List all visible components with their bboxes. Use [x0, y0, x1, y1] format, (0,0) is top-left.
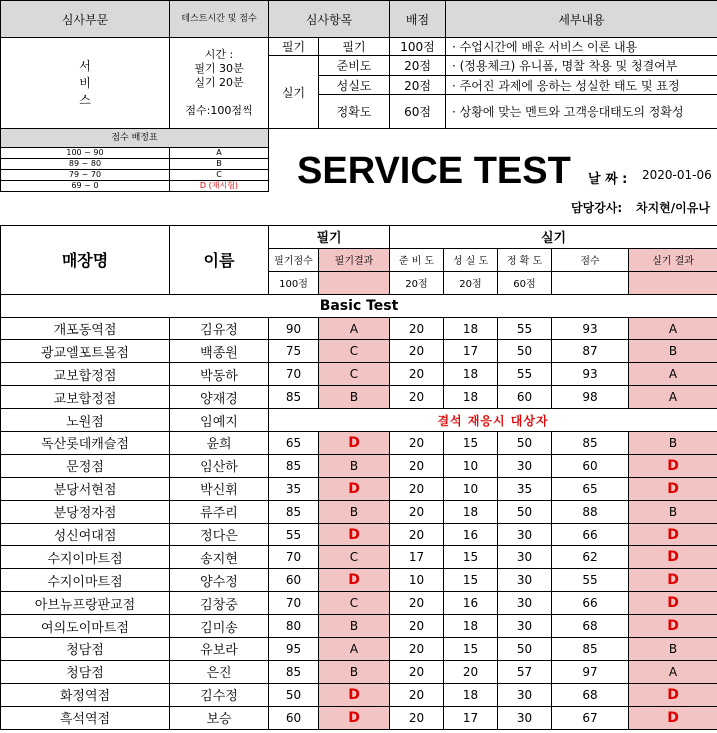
accuracy-cell: 30 [498, 569, 552, 592]
practical-item: 정확도 [319, 95, 390, 129]
practical-points: 20점 [390, 56, 446, 76]
score-scale-title: 점수 배정표 [1, 129, 269, 148]
written-score-cell: 70 [269, 546, 319, 569]
practical-header: 실기 [390, 226, 717, 249]
practical-group: 실기 [269, 56, 319, 129]
written-result-cell: B [319, 615, 390, 638]
accuracy-cell: 50 [498, 638, 552, 661]
pts-sincerity: 20점 [444, 271, 498, 294]
written-result-cell: A [319, 638, 390, 661]
store-cell: 개포동역점 [1, 317, 170, 340]
accuracy-cell: 30 [498, 592, 552, 615]
practical-score-cell: 85 [552, 638, 629, 661]
prep-cell: 10 [390, 569, 444, 592]
sincerity-cell: 20 [444, 660, 498, 683]
score-scale-table [0, 128, 269, 192]
name-cell: 보승 [170, 706, 269, 729]
practical-result-cell: D [629, 569, 717, 592]
name-cell: 박신휘 [170, 477, 269, 500]
scale-range: 69 ~ 0 [1, 181, 170, 192]
written-result-cell: A [319, 317, 390, 340]
practical-points: 60점 [390, 95, 446, 129]
written-result-cell: D [319, 683, 390, 706]
name-header: 이름 [170, 226, 269, 295]
written-result-cell: B [319, 500, 390, 523]
store-cell: 흑석역점 [1, 706, 170, 729]
sincerity-cell: 18 [444, 317, 498, 340]
sincerity-cell: 18 [444, 500, 498, 523]
written-result-cell: D [319, 706, 390, 729]
store-cell: 수지이마트점 [1, 546, 170, 569]
written-score-cell: 70 [269, 363, 319, 386]
accuracy-cell: 30 [498, 523, 552, 546]
sincerity-cell: 18 [444, 386, 498, 409]
name-cell: 양수정 [170, 569, 269, 592]
accuracy-cell: 50 [498, 500, 552, 523]
practical-result-cell: B [629, 340, 717, 363]
practical-score-cell: 65 [552, 477, 629, 500]
accuracy-cell: 50 [498, 340, 552, 363]
written-score-cell: 85 [269, 454, 319, 477]
name-cell: 정다은 [170, 523, 269, 546]
prep-cell: 20 [390, 340, 444, 363]
table-row [1, 477, 717, 500]
practical-score-cell: 68 [552, 683, 629, 706]
name-cell: 김수정 [170, 683, 269, 706]
practical-result-cell: A [629, 660, 717, 683]
store-cell: 여의도이마트점 [1, 615, 170, 638]
table-row [1, 500, 717, 523]
store-cell: 수지이마트점 [1, 569, 170, 592]
teacher-value: 차지현/이유나 [636, 201, 710, 215]
points-header: 배점 [390, 1, 446, 38]
practical-result-cell: A [629, 386, 717, 409]
criteria-table [0, 0, 717, 129]
table-row [1, 546, 717, 569]
written-points: 100점 [390, 38, 446, 56]
written-result-cell: B [319, 660, 390, 683]
accuracy-cell: 55 [498, 363, 552, 386]
name-cell: 박동하 [170, 363, 269, 386]
practical-score-cell: 68 [552, 615, 629, 638]
sincerity-cell: 15 [444, 569, 498, 592]
col-prep: 준 비 도 [390, 248, 444, 271]
sincerity-cell: 18 [444, 615, 498, 638]
name-cell: 윤희 [170, 432, 269, 455]
practical-result-cell: A [629, 317, 717, 340]
col-sincerity: 성 실 도 [444, 248, 498, 271]
practical-score-cell: 87 [552, 340, 629, 363]
prep-cell: 20 [390, 683, 444, 706]
store-cell: 광교엘포트몰점 [1, 340, 170, 363]
accuracy-cell: 35 [498, 477, 552, 500]
teacher-label: 담당강사: [571, 201, 623, 215]
table-row [1, 592, 717, 615]
accuracy-cell: 55 [498, 317, 552, 340]
pts-written-result [319, 271, 390, 294]
table-row [1, 660, 717, 683]
written-detail: · 수업시간에 배운 서비스 이론 내용 [446, 38, 717, 56]
practical-score-cell: 98 [552, 386, 629, 409]
written-score-cell: 85 [269, 386, 319, 409]
category-service: 서 비 스 [1, 38, 170, 129]
accuracy-cell: 30 [498, 683, 552, 706]
written-result-cell: C [319, 546, 390, 569]
test-time-header: 테스트시간 및 점수 [170, 1, 269, 38]
practical-score-cell: 66 [552, 592, 629, 615]
practical-score-cell: 66 [552, 523, 629, 546]
name-cell: 김유정 [170, 317, 269, 340]
written-score-cell: 50 [269, 683, 319, 706]
table-row [1, 340, 717, 363]
practical-result-cell: B [629, 638, 717, 661]
name-cell: 송지현 [170, 546, 269, 569]
store-cell: 분당정자점 [1, 500, 170, 523]
name-cell: 백종원 [170, 340, 269, 363]
name-cell: 임산하 [170, 454, 269, 477]
prep-cell: 20 [390, 317, 444, 340]
prep-cell: 20 [390, 386, 444, 409]
table-row [1, 454, 717, 477]
table-row [1, 363, 717, 386]
name-cell: 김미송 [170, 615, 269, 638]
practical-result-cell: D [629, 546, 717, 569]
practical-score-cell: 60 [552, 454, 629, 477]
prep-cell: 20 [390, 638, 444, 661]
written-result-cell: D [319, 523, 390, 546]
written-score-cell: 90 [269, 317, 319, 340]
practical-result-cell: D [629, 706, 717, 729]
accuracy-cell: 57 [498, 660, 552, 683]
page-title: SERVICE TEST [297, 150, 571, 192]
practical-score-cell: 55 [552, 569, 629, 592]
written-result-cell: D [319, 432, 390, 455]
practical-points: 20점 [390, 76, 446, 95]
practical-score-cell: 97 [552, 660, 629, 683]
prep-cell: 20 [390, 615, 444, 638]
sincerity-cell: 17 [444, 706, 498, 729]
prep-cell: 20 [390, 592, 444, 615]
written-score-cell: 85 [269, 500, 319, 523]
accuracy-cell: 30 [498, 615, 552, 638]
practical-score-cell: 88 [552, 500, 629, 523]
table-row [1, 386, 717, 409]
absent-note: 결석 재응시 대상자 [269, 409, 717, 432]
practical-result-cell: D [629, 477, 717, 500]
pts-practical-result [629, 271, 717, 294]
sincerity-cell: 16 [444, 523, 498, 546]
table-row [1, 638, 717, 661]
sincerity-cell: 10 [444, 454, 498, 477]
practical-score-cell: 67 [552, 706, 629, 729]
practical-result-cell: D [629, 454, 717, 477]
scale-range: 79 ~ 70 [1, 170, 170, 181]
col-written-result: 필기결과 [319, 248, 390, 271]
written-result-cell: C [319, 340, 390, 363]
scale-grade: B [170, 159, 269, 170]
pts-score [552, 271, 629, 294]
written-score-cell: 75 [269, 340, 319, 363]
name-cell: 류주리 [170, 500, 269, 523]
score-table [0, 225, 717, 730]
prep-cell: 17 [390, 546, 444, 569]
prep-cell: 20 [390, 660, 444, 683]
prep-cell: 20 [390, 500, 444, 523]
prep-cell: 20 [390, 454, 444, 477]
prep-cell: 20 [390, 477, 444, 500]
pts-prep: 20점 [390, 271, 444, 294]
category-header: 심사부문 [1, 1, 170, 38]
prep-cell: 20 [390, 523, 444, 546]
accuracy-cell: 30 [498, 706, 552, 729]
prep-cell: 20 [390, 363, 444, 386]
written-score-cell: 85 [269, 660, 319, 683]
store-cell: 청담점 [1, 638, 170, 661]
store-header: 매장명 [1, 226, 170, 295]
store-cell: 청담점 [1, 660, 170, 683]
table-row [1, 523, 717, 546]
practical-result-cell: D [629, 592, 717, 615]
written-score-cell: 80 [269, 615, 319, 638]
written-result-cell: C [319, 363, 390, 386]
name-cell: 임예지 [170, 409, 269, 432]
name-cell: 양재경 [170, 386, 269, 409]
pts-written: 100점 [269, 271, 319, 294]
written-header: 필기 [269, 226, 390, 249]
store-cell: 화정역점 [1, 683, 170, 706]
written-result-cell: D [319, 477, 390, 500]
practical-detail: · 주어진 과제에 응하는 성실한 태도 및 표정 [446, 76, 717, 95]
practical-result-cell: B [629, 432, 717, 455]
written-score-cell: 65 [269, 432, 319, 455]
sincerity-cell: 15 [444, 546, 498, 569]
written-score-cell: 60 [269, 706, 319, 729]
scale-range: 100 ~ 90 [1, 148, 170, 159]
table-row [1, 432, 717, 455]
written-result-cell: D [319, 569, 390, 592]
table-row [1, 706, 717, 729]
table-row [1, 409, 717, 432]
test-time-info: 시간 : 필기 30분 실기 20분 점수:100점씩 [170, 38, 269, 129]
col-written-score: 필기점수 [269, 248, 319, 271]
sincerity-cell: 17 [444, 340, 498, 363]
date-value: 2020-01-06 [642, 168, 712, 182]
section-title: Basic Test [1, 294, 717, 317]
store-cell: 분당서현점 [1, 477, 170, 500]
name-cell: 은진 [170, 660, 269, 683]
table-row [1, 569, 717, 592]
practical-score-cell: 62 [552, 546, 629, 569]
store-cell: 독산롯데캐슬점 [1, 432, 170, 455]
sincerity-cell: 16 [444, 592, 498, 615]
sincerity-cell: 15 [444, 638, 498, 661]
scale-grade-retest: D (재시험) [170, 181, 269, 192]
store-cell: 교보합정점 [1, 386, 170, 409]
practical-item: 준비도 [319, 56, 390, 76]
written-result-cell: B [319, 454, 390, 477]
table-row [1, 317, 717, 340]
practical-score-cell: 93 [552, 317, 629, 340]
items-header: 심사항목 [269, 1, 390, 38]
practical-result-cell: B [629, 500, 717, 523]
written-result-cell: B [319, 386, 390, 409]
written-score-cell: 70 [269, 592, 319, 615]
pts-accuracy: 60점 [498, 271, 552, 294]
store-cell: 문정점 [1, 454, 170, 477]
name-cell: 김창중 [170, 592, 269, 615]
date-label: 날 짜 : [588, 172, 628, 187]
practical-detail: · 상황에 맞는 멘트와 고객응대태도의 정확성 [446, 95, 717, 129]
written-group: 필기 [269, 38, 319, 56]
scale-grade: A [170, 148, 269, 159]
sincerity-cell: 15 [444, 432, 498, 455]
written-score-cell: 60 [269, 569, 319, 592]
scale-grade: C [170, 170, 269, 181]
practical-score-cell: 93 [552, 363, 629, 386]
written-item: 필기 [319, 38, 390, 56]
practical-detail: · (정용체크) 유니폼, 명찰 착용 및 청결여부 [446, 56, 717, 76]
practical-result-cell: D [629, 683, 717, 706]
accuracy-cell: 30 [498, 546, 552, 569]
prep-cell: 20 [390, 432, 444, 455]
practical-result-cell: A [629, 363, 717, 386]
written-score-cell: 35 [269, 477, 319, 500]
sincerity-cell: 18 [444, 683, 498, 706]
store-cell: 아브뉴프랑판교점 [1, 592, 170, 615]
practical-item: 성실도 [319, 76, 390, 95]
col-accuracy: 정 확 도 [498, 248, 552, 271]
name-cell: 유보라 [170, 638, 269, 661]
accuracy-cell: 50 [498, 432, 552, 455]
practical-result-cell: D [629, 523, 717, 546]
col-score: 점수 [552, 248, 629, 271]
sincerity-cell: 10 [444, 477, 498, 500]
practical-score-cell: 85 [552, 432, 629, 455]
store-cell: 노원점 [1, 409, 170, 432]
written-score-cell: 95 [269, 638, 319, 661]
accuracy-cell: 30 [498, 454, 552, 477]
store-cell: 교보합정점 [1, 363, 170, 386]
written-score-cell: 55 [269, 523, 319, 546]
col-practical-result: 실기 결과 [629, 248, 717, 271]
store-cell: 성신여대점 [1, 523, 170, 546]
practical-result-cell: D [629, 615, 717, 638]
prep-cell: 20 [390, 706, 444, 729]
sincerity-cell: 18 [444, 363, 498, 386]
detail-header: 세부내용 [446, 1, 717, 38]
table-row [1, 615, 717, 638]
accuracy-cell: 60 [498, 386, 552, 409]
table-row [1, 683, 717, 706]
scale-range: 89 ~ 80 [1, 159, 170, 170]
written-result-cell: C [319, 592, 390, 615]
